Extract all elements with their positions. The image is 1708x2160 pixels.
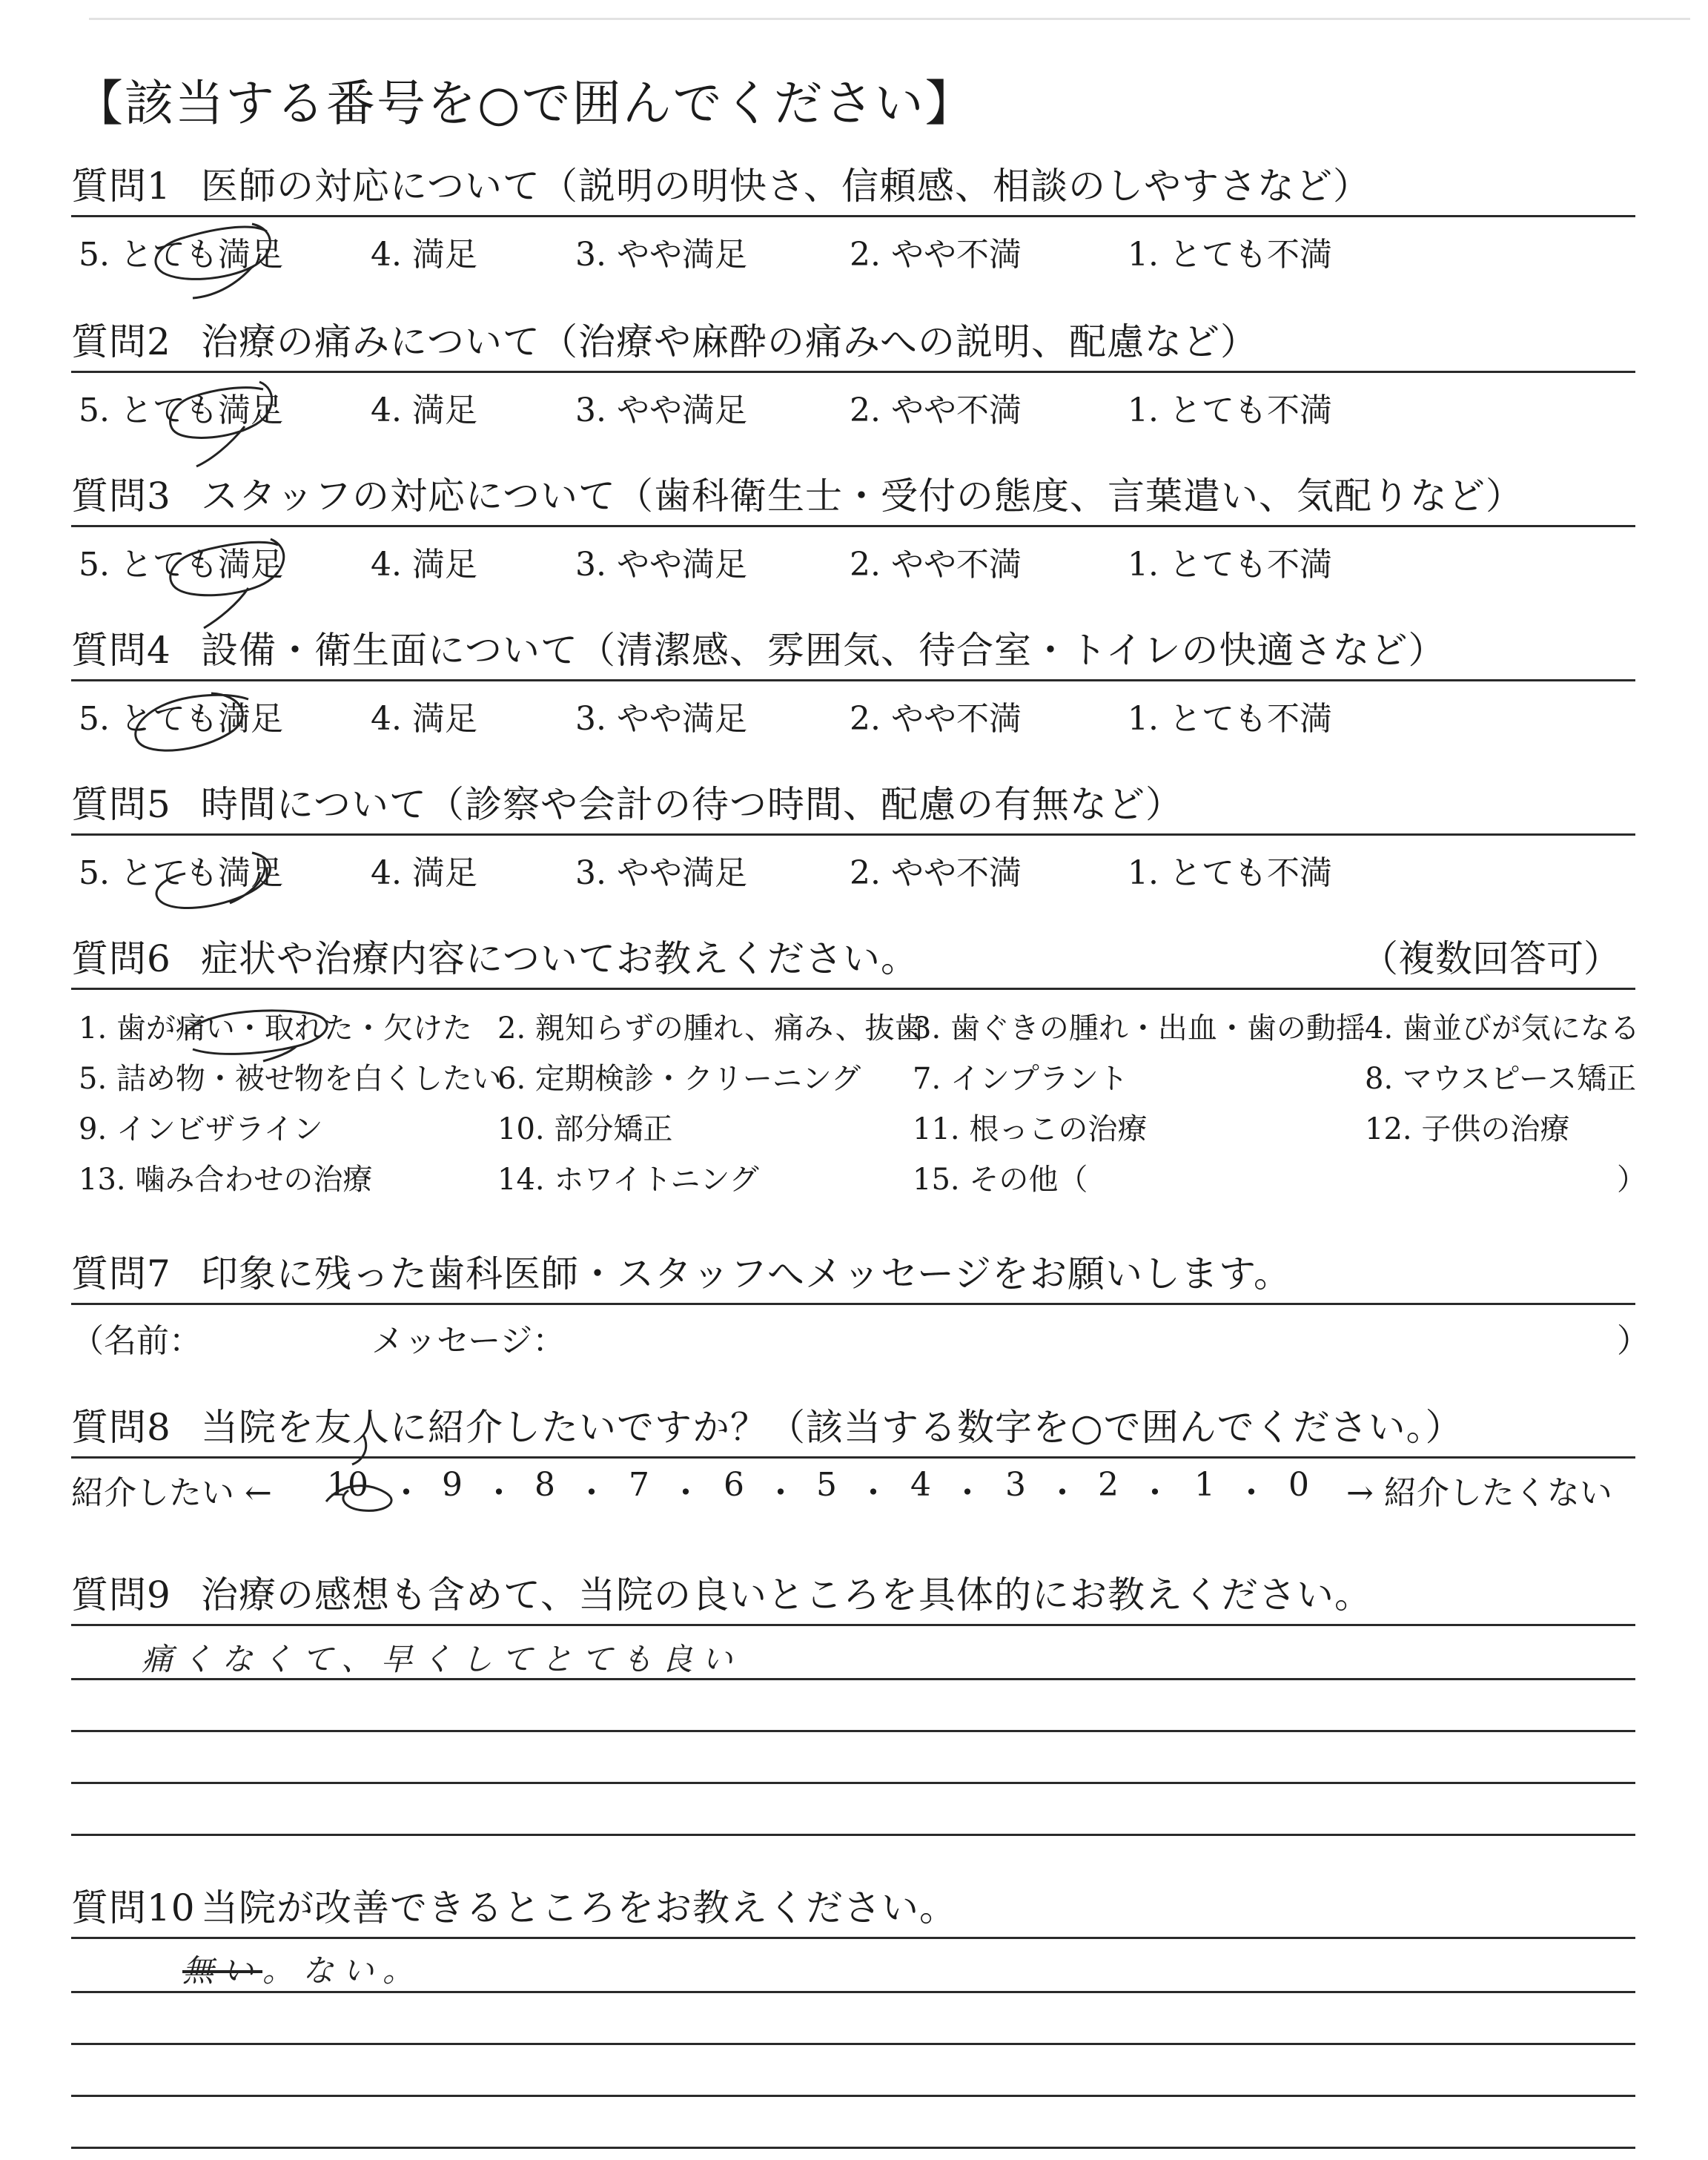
- treatment-option-5[interactable]: 5. 詰め物・被せ物を白くしたい: [79, 1062, 502, 1096]
- rating-option-4[interactable]: 4. 満足: [371, 392, 477, 429]
- treatment-option-13[interactable]: 13. 噛み合わせの治療: [79, 1163, 373, 1197]
- scale-value-2[interactable]: 2: [1098, 1466, 1119, 1504]
- recommend-scale: [71, 1459, 1635, 1512]
- scale-dot: ・: [1235, 1474, 1268, 1512]
- question-5: [71, 780, 1635, 892]
- question-9-title: 質問9 治療の感想も含めて、当院の良いところを具体的にお教えください。: [71, 1573, 1372, 1616]
- treatment-option-12[interactable]: 12. 子供の治療: [1365, 1112, 1570, 1146]
- answer-line: [71, 1730, 1635, 1732]
- rating-option-1[interactable]: 1. とても不満: [1128, 854, 1332, 892]
- form-instruction-header: 【該当する番号を○で囲んでください】: [74, 75, 976, 132]
- message-close-paren: ）: [1617, 1322, 1649, 1360]
- rating-option-4[interactable]: 4. 満足: [371, 546, 477, 584]
- rating-option-3[interactable]: 3. やや満足: [575, 546, 747, 584]
- question-4: [71, 626, 1635, 738]
- scale-dot: ・: [575, 1474, 608, 1512]
- rating-option-5[interactable]: 5. とても満足: [79, 236, 283, 274]
- question-6-title: 質問6 症状や治療内容についてお教えください。: [71, 937, 918, 980]
- scale-dot: ・: [951, 1474, 984, 1512]
- scale-right-label: → 紹介したくない: [1346, 1474, 1612, 1512]
- treatment-option-3[interactable]: 3. 歯ぐきの腫れ・出血・歯の動揺: [913, 1011, 1366, 1046]
- scale-dot: ・: [857, 1474, 890, 1512]
- question-8-title: 質問8 当院を友人に紹介したいですか？（該当する数字を○で囲んでください。）: [71, 1406, 1463, 1449]
- rating-option-4[interactable]: 4. 満足: [371, 236, 477, 274]
- rating-options: [71, 527, 1635, 584]
- scale-value-4[interactable]: 4: [910, 1466, 931, 1504]
- answer-line: [71, 2043, 1635, 2045]
- rating-options: [71, 217, 1635, 274]
- rating-option-1[interactable]: 1. とても不満: [1128, 392, 1332, 429]
- scale-left-label: 紹介したい ←: [71, 1474, 272, 1512]
- answer-line: [71, 1782, 1635, 1784]
- rating-option-5[interactable]: 5. とても満足: [79, 392, 283, 429]
- rating-options: [71, 681, 1635, 738]
- hand-drawn-circle-q4: [122, 686, 271, 767]
- treatment-option-1[interactable]: 1. 歯が痛い・取れた・欠けた: [79, 1011, 472, 1046]
- scale-value-7[interactable]: 7: [629, 1466, 649, 1504]
- question-rule: [71, 1624, 1635, 1626]
- rating-option-3[interactable]: 3. やや満足: [575, 854, 747, 892]
- treatment-option-7[interactable]: 7. インプラント: [913, 1062, 1128, 1096]
- scale-dot: ・: [764, 1474, 797, 1512]
- rating-option-2[interactable]: 2. やや不満: [850, 700, 1022, 738]
- hand-drawn-circle-q1: [141, 215, 289, 304]
- scale-value-3[interactable]: 3: [1005, 1466, 1026, 1504]
- answer-line: [71, 1991, 1635, 1993]
- question-10: [71, 1883, 1635, 1989]
- question-9: [71, 1571, 1635, 1677]
- rating-option-2[interactable]: 2. やや不満: [850, 392, 1022, 429]
- question-1-title: 質問1 医師の対応について（説明の明快さ、信頼感、相談のしやすさなど）: [71, 165, 1371, 208]
- hand-drawn-circle-q2: [141, 374, 289, 471]
- question-1: [71, 162, 1635, 274]
- answer-line: [71, 1834, 1635, 1836]
- message-row: [71, 1305, 1649, 1360]
- rating-options: [71, 836, 1635, 892]
- question-rule: [71, 1937, 1635, 1939]
- rating-option-3[interactable]: 3. やや満足: [575, 236, 747, 274]
- scale-dot: ・: [483, 1474, 515, 1512]
- scale-dot: ・: [1046, 1474, 1079, 1512]
- multiple-answers-note: （複数回答可）: [1361, 937, 1621, 980]
- treatment-option-10[interactable]: 10. 部分矯正: [497, 1112, 673, 1146]
- question-8: [71, 1403, 1635, 1512]
- scale-value-10[interactable]: 10: [327, 1466, 368, 1504]
- answer-line: [71, 1678, 1635, 1680]
- scale-dot: ・: [1139, 1474, 1171, 1512]
- scale-dot: ・: [390, 1474, 423, 1512]
- treatment-option-9[interactable]: 9. インビザライン: [79, 1112, 323, 1146]
- struck-through-word: 無い: [182, 1952, 263, 1989]
- scale-value-6[interactable]: 6: [724, 1466, 744, 1504]
- answer-line: [71, 2095, 1635, 2097]
- question-5-title: 質問5 時間について（診察や会計の待つ時間、配慮の有無など）: [71, 783, 1183, 826]
- hand-drawn-circle-q5: [141, 845, 289, 927]
- question-3: [71, 472, 1635, 584]
- scale-value-5[interactable]: 5: [816, 1466, 837, 1504]
- top-edge-line: [89, 18, 1690, 20]
- answer-line: [71, 2147, 1635, 2149]
- treatment-option-11[interactable]: 11. 根っこの治療: [913, 1112, 1148, 1146]
- question-7: [71, 1249, 1649, 1360]
- rating-options: [71, 373, 1635, 429]
- question-4-title: 質問4 設備・衛生面について（清潔感、雰囲気、待合室・トイレの快適さなど）: [71, 629, 1446, 672]
- question-7-title: 質問7 印象に残った歯科医師・スタッフへメッセージをお願いします。: [71, 1252, 1291, 1295]
- rating-option-3[interactable]: 3. やや満足: [575, 392, 747, 429]
- question-2-title: 質問2 治療の痛みについて（治療や麻酔の痛みへの説明、配慮など）: [71, 320, 1258, 363]
- hand-drawn-circle-q6: [171, 997, 348, 1064]
- rating-option-1[interactable]: 1. とても不満: [1128, 236, 1332, 274]
- treatment-option-6[interactable]: 6. 定期検診・クリーニング: [497, 1062, 861, 1096]
- treatment-option-4[interactable]: 4. 歯並びが気になる: [1365, 1011, 1640, 1046]
- rating-option-4[interactable]: 4. 満足: [371, 700, 477, 738]
- scale-value-0[interactable]: 0: [1288, 1466, 1309, 1504]
- message-label: メッセージ：: [371, 1322, 566, 1360]
- rating-option-3[interactable]: 3. やや満足: [575, 700, 747, 738]
- hand-drawn-circle-q3: [145, 530, 300, 634]
- rating-option-2[interactable]: 2. やや不満: [850, 546, 1022, 584]
- name-label: （名前：: [71, 1322, 202, 1360]
- treatment-option-15-other[interactable]: 15. その他（: [913, 1163, 1088, 1197]
- treatment-option-2[interactable]: 2. 親知らずの腫れ、痛み、抜歯: [497, 1011, 924, 1046]
- rating-option-1[interactable]: 1. とても不満: [1128, 700, 1332, 738]
- treatment-option-14[interactable]: 14. ホワイトニング: [497, 1163, 759, 1197]
- scale-dot: ・: [669, 1474, 702, 1512]
- hand-drawn-circle-q8: [319, 1427, 408, 1516]
- question-2: [71, 317, 1635, 429]
- question-10-title: 質問10 当院が改善できるところをお教えください。: [71, 1886, 957, 1929]
- rating-option-5[interactable]: 5. とても満足: [79, 546, 283, 584]
- other-close-paren: ）: [1617, 1163, 1646, 1197]
- scale-value-8[interactable]: 8: [534, 1466, 555, 1504]
- handwritten-answer-q10: 無い。ない。: [182, 1952, 423, 1989]
- handwritten-answer-q9: 痛くなくて、早くしてとても良い: [142, 1641, 742, 1677]
- rating-option-2[interactable]: 2. やや不満: [850, 854, 1022, 892]
- treatment-option-8[interactable]: 8. マウスピース矯正: [1365, 1062, 1637, 1096]
- scale-value-1[interactable]: 1: [1194, 1466, 1215, 1504]
- rating-option-1[interactable]: 1. とても不満: [1128, 546, 1332, 584]
- rating-option-4[interactable]: 4. 満足: [371, 854, 477, 892]
- rating-option-5[interactable]: 5. とても満足: [79, 700, 283, 738]
- question-6: [71, 934, 1646, 1206]
- rating-option-2[interactable]: 2. やや不満: [850, 236, 1022, 274]
- rating-option-5[interactable]: 5. とても満足: [79, 854, 283, 892]
- question-3-title: 質問3 スタッフの対応について（歯科衛生士・受付の態度、言葉遣い、気配りなど）: [71, 475, 1523, 518]
- scale-value-9[interactable]: 9: [442, 1466, 463, 1504]
